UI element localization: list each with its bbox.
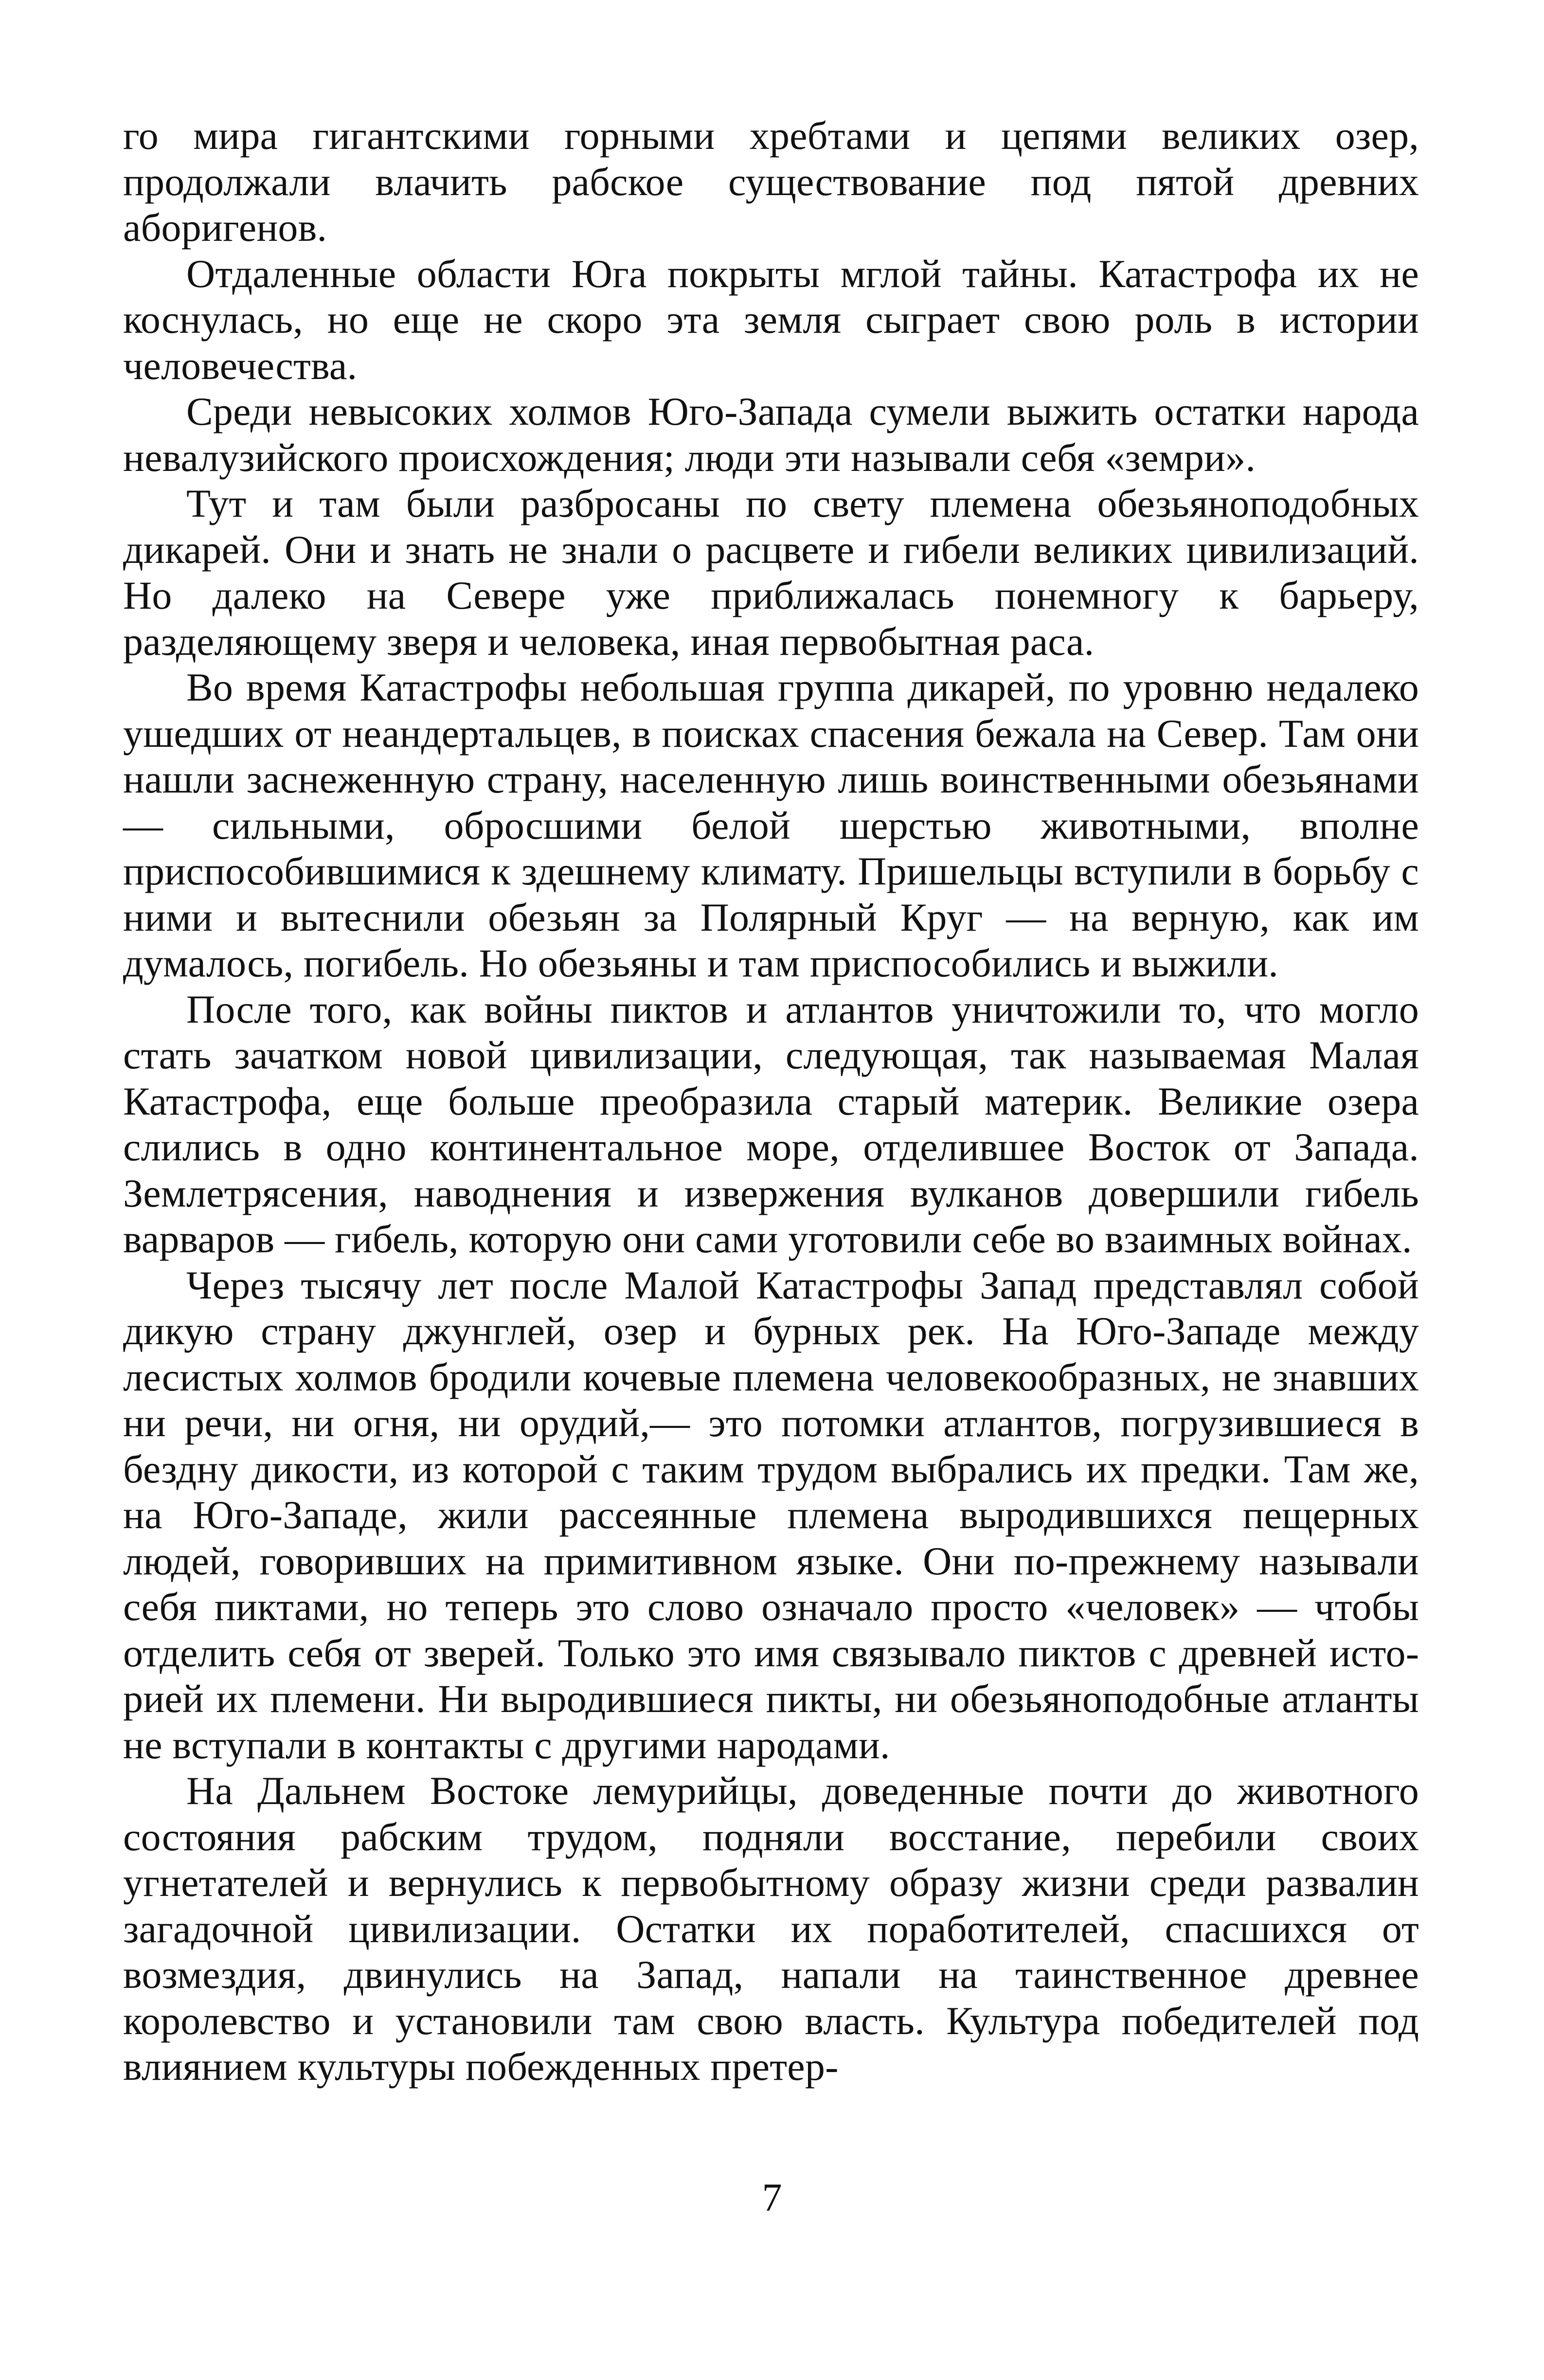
paragraph-1: го мира гигантскими горными хребтами и цепями великих озер, продолжали влачить рабское существование под пятой древних аборигенов. xyxy=(123,113,1419,250)
paragraph-5: Во время Катастрофы небольшая группа дикарей, по уровню недалеко ушедших от неандертальцев, в поисках спасения бежала на Север. Там они нашли заснеженную страну, населенную лишь воинственными обезьянами — сильными, обросшими белой шерстью животными, вполне приспособившимися к здешнему климату. Пришельцы вступили в борьбу с ними и вытеснили обезьян за Полярный Круг — на верную, как им думалось, погибель. Но обезьяны и там приспособились и выжили. xyxy=(123,665,1419,985)
paragraph-2: Отдаленные области Юга покрыты мглой тайны. Катастрофа их не коснулась, но еще не скоро эта земля сыграет свою роль в истории человечества. xyxy=(123,251,1419,388)
paragraph-8: На Дальнем Востоке лемурийцы, доведенные почти до животного состояния рабским трудом, подняли восстание, перебили своих угнетателей и вернулись к первобытному образу жизни среди развалин загадочной цивилизации. Остатки их поработителей, спасшихся от возмездия, двинулись на Запад, напали на таинственное древнее королевство и установили там свою власть. Культура победителей под влиянием культуры побежденных претер- xyxy=(123,1768,1419,2089)
paragraph-3: Среди невысоких холмов Юго-Запада сумели выжить остатки народа невалузийского происхождения; люди эти называли себя «земри». xyxy=(123,389,1419,480)
page-body xyxy=(123,113,1419,2090)
paragraph-6: После того, как войны пиктов и атлантов уничтожили то, что могло стать зачатком новой цивилизации, следующая, так называемая Малая Катастрофа, еще больше преобразила старый материк. Великие озера слились в одно континентальное море, отделившее Восток от Запада. Землетрясения, наводнения и извержения вулканов довершили гибель варваров — гибель, которую они сами уготовили себе во взаимных войнах. xyxy=(123,987,1419,1261)
page-number: 7 xyxy=(762,2175,782,2219)
paragraph-7: Через тысячу лет после Малой Катастрофы Запад представлял собой дикую страну джунглей, озер и бурных рек. На Юго-Западе между лесистых холмов бродили кочевые племена человекообразных, не знавших ни речи, ни огня, ни орудий,— это потомки атлантов, погрузившиеся в бездну дикости, из которой с таким трудом выбрались их предки. Там же, на Юго-Западе, жили рассеянные племена выродившихся пещерных людей, говоривших на примитивном языке. Они по-прежнему называли себя пиктами, но теперь это слово означало просто «человек» — чтобы отделить себя от зверей. Только это имя связывало пиктов с древней историей их племени. Ни выродившиеся пикты, ни обезьяноподобные атланты не вступали в контакты с другими народами. xyxy=(123,1262,1419,1767)
paragraph-4: Тут и там были разбросаны по свету племена обезьяноподобных дикарей. Они и знать не знали о расцвете и гибели великих цивилизаций. Но далеко на Севере уже приближалась понемногу к барьеру, разделяющему зверя и человека, иная первобытная раса. xyxy=(123,481,1419,664)
